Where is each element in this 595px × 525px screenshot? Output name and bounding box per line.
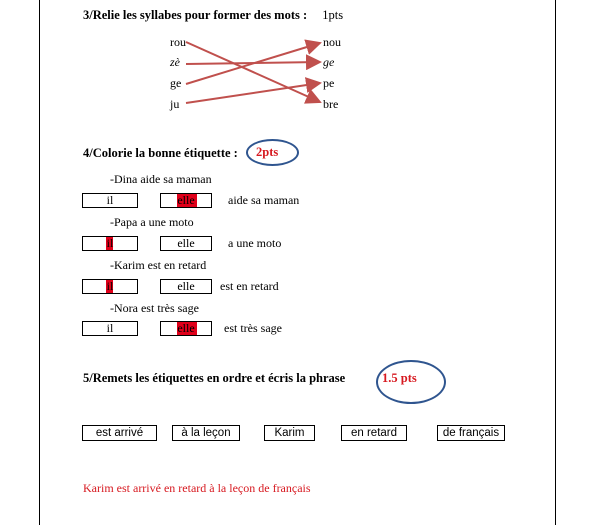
syllable-left-3: ge xyxy=(170,76,182,90)
syllable-right-4: bre xyxy=(323,97,339,111)
syllable-right-2: ge xyxy=(323,55,335,69)
exercise-5-title: 5/Remets les étiquettes en ordre et écris la phrase xyxy=(83,371,346,385)
label-elle-1[interactable]: elle xyxy=(160,193,212,208)
sentence-1: -Dina aide sa maman xyxy=(110,172,212,186)
label-il-4[interactable]: il xyxy=(82,321,138,336)
syllable-left-2: zè xyxy=(170,55,180,69)
syllable-right-3: pe xyxy=(323,76,335,90)
rest-3: est en retard xyxy=(220,279,279,293)
sentence-3: -Karim est en retard xyxy=(110,258,207,272)
label-il-1[interactable]: il xyxy=(82,193,138,208)
tag-de-francais[interactable]: de français xyxy=(437,425,505,441)
exercise-5-points: 1.5 pts xyxy=(382,371,417,385)
label-elle-3[interactable]: elle xyxy=(160,279,212,294)
label-il-2[interactable]: il xyxy=(82,236,138,251)
label-elle-2[interactable]: elle xyxy=(160,236,212,251)
exercise-4-points: 2pts xyxy=(256,145,279,159)
sentence-4: -Nora est très sage xyxy=(110,301,199,315)
exercise-3-title: 3/Relie les syllabes pour former des mots : 1pts xyxy=(83,8,344,22)
label-il-3[interactable]: il xyxy=(82,279,138,294)
sentence-2: -Papa a une moto xyxy=(110,215,194,229)
syllable-left-4: ju xyxy=(170,97,180,111)
syllable-right-1: nou xyxy=(323,35,341,49)
rest-1: aide sa maman xyxy=(228,193,300,207)
label-elle-4[interactable]: elle xyxy=(160,321,212,336)
rest-2: a une moto xyxy=(228,236,282,250)
tag-karim[interactable]: Karim xyxy=(264,425,315,441)
exercise-4-title: 4/Colorie la bonne étiquette : xyxy=(83,146,238,160)
tag-en-retard[interactable]: en retard xyxy=(341,425,407,441)
tag-est-arrive[interactable]: est arrivé xyxy=(82,425,157,441)
rest-4: est très sage xyxy=(224,321,282,335)
tag-a-la-lecon[interactable]: à la leçon xyxy=(172,425,240,441)
syllable-left-1: rou xyxy=(170,35,186,49)
exercise-3-points: 1pts xyxy=(322,8,344,22)
answer-sentence: Karim est arrivé en retard à la leçon de français xyxy=(83,481,311,495)
